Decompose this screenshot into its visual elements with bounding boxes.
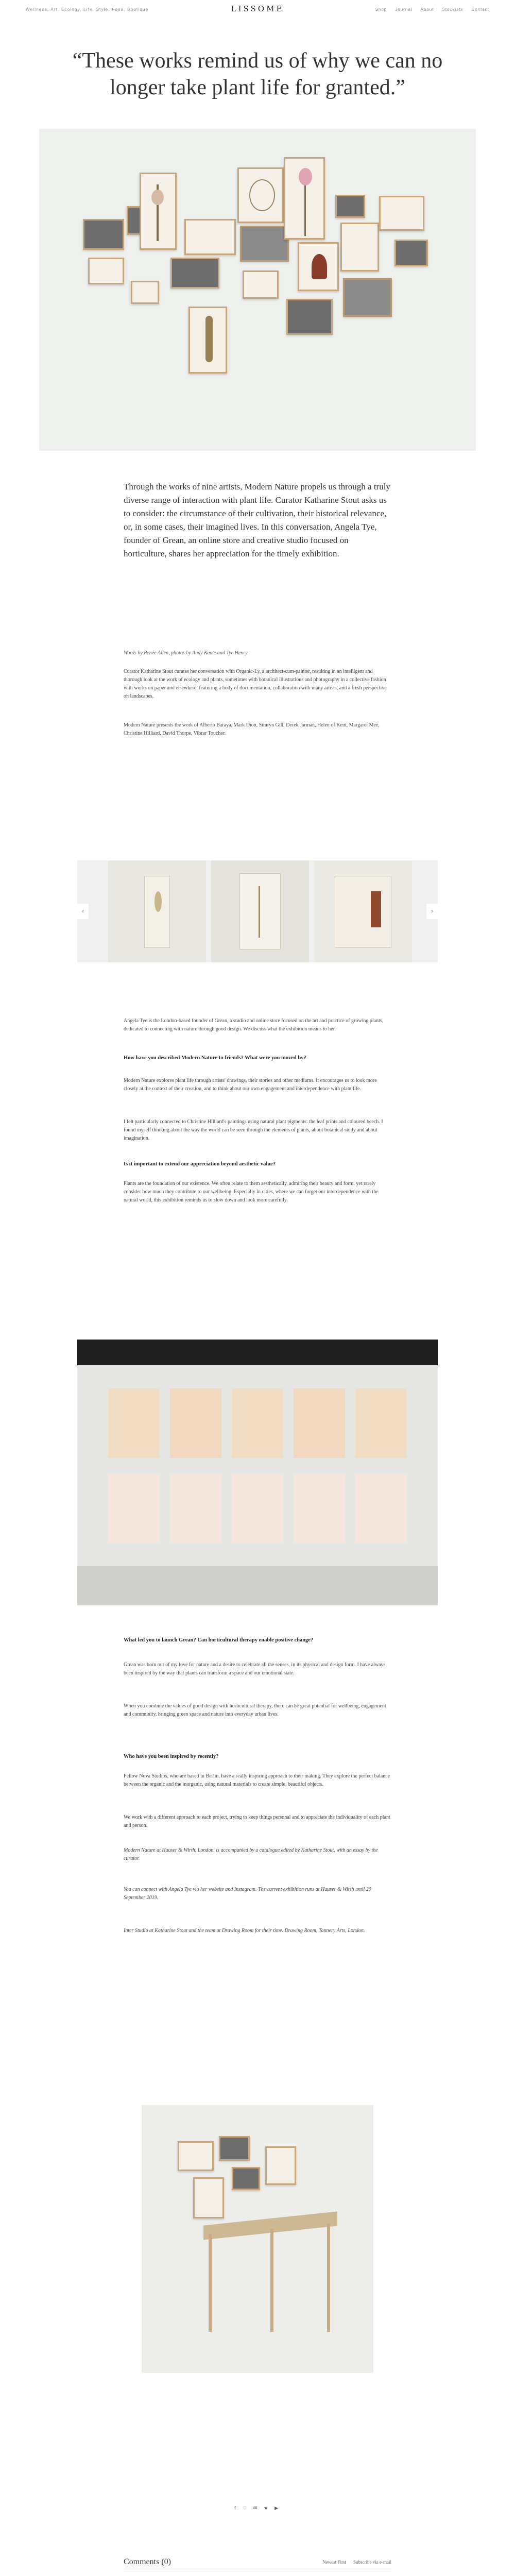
framed-photo <box>394 240 428 266</box>
nav-shop[interactable]: Shop <box>375 7 387 12</box>
intro-paragraph: Curator Katharine Stout curates her conversation with Organic-Ly, a architect-cum-painter, resulting in an intelligent and thorough look at the work of ecology and plants, sometimes with botanical illustrations and photography in a collective fashion with works on paper and elsewhere, featuring a body of documentation, collaboration with many artists, and a fresh perspective on landscapes. <box>124 669 387 699</box>
answer-paragraph: Modern Nature explores plant life through artists' drawings, their stories and other mediums. It encourages us to look more closely at the context of their creation, and to think about our own engagement and interdependence with plant life. <box>124 1078 377 1092</box>
framed-photo <box>83 219 124 250</box>
framed-print <box>184 219 236 255</box>
nav-stockists[interactable]: Stockists <box>442 7 464 12</box>
framed-photo <box>335 195 365 218</box>
framed-photo <box>286 299 333 335</box>
answer-paragraph: Modern Nature at Hauser & Wirth, London, is accompanied by a catalogue edited by Katharine Stout, with an essay by the curator. <box>124 1848 378 1861</box>
hero-image <box>39 129 476 451</box>
framed-print <box>178 2141 214 2171</box>
framed-photo <box>343 278 392 317</box>
framed-print <box>379 196 424 231</box>
answer-paragraph: I felt particularly connected to Christine Hilliard's paintings using natural plant pigments: the leaf prints and coloured beech. I found myself thinking about the way the world can be seen through the elements of plants, about botanical study and about imagination. <box>124 1119 383 1141</box>
framed-botanical <box>284 157 325 240</box>
question-heading: Who have you been inspired by recently? <box>124 1754 219 1759</box>
framed-botanical <box>140 173 177 250</box>
framed-print <box>243 270 279 299</box>
question-heading: What led you to launch Grean? Can horticultural therapy enable positive change? <box>124 1637 314 1643</box>
answer-paragraph: Grean was born out of my love for nature and a desire to celebrate all the senses, in its physical and design form. I have always been inspired by the way that plants can transform a space and our emotional state. <box>124 1662 386 1676</box>
framed-print <box>265 2146 296 2185</box>
gallery-next-button[interactable]: › <box>426 904 438 919</box>
share-icons[interactable]: f ♡ ✉ ★ ▶ <box>234 2506 281 2511</box>
framed-botanical <box>298 242 339 291</box>
framed-botanical <box>188 307 227 374</box>
article-lede: Through the works of nine artists, Modern Nature propels us through a truly diverse range of interaction with plant life. Curator Katharine Stout asks us to consider: the circumstance of their cultivation, their historical relevance, or, in some cases, their imagined lives. In this conversation, Angela Tye, founder of Grean, an online store and creative studio focused on horticulture, shares her appreciation for the timely exhibition. <box>124 482 390 558</box>
comments-title: Comments (0) <box>124 2557 171 2566</box>
answer-paragraph: Inter Studio at Katharine Stout and the team at Drawing Room for their time. Drawing Room, Tannery Arts, London. <box>124 1928 365 1934</box>
gallery-slide <box>314 860 412 962</box>
image-caption: Angela Tye is the London-based founder of Grean, a studio and online store focused on the art and practice of growing plants, dedicated to connecting with nature through good design. We discuss what the exhibition means to her. <box>124 1018 384 1032</box>
question-heading: How have you described Modern Nature to friends? What were you moved by? <box>124 1055 306 1061</box>
framed-print <box>340 223 379 272</box>
brand-logo[interactable]: LISSOME <box>231 4 284 13</box>
gallery-slide <box>108 860 206 962</box>
gallery-prev-button[interactable]: ‹ <box>77 904 89 919</box>
framed-print <box>131 281 159 304</box>
comments-options <box>322 2560 391 2565</box>
answer-paragraph: When you combine the values of good design with horticultural therapy, there can be great potential for wellbeing, engagement and community, bringing green space and nature into everyday urban lives. <box>124 1703 386 1717</box>
article-credit: Words by Renée Allen, photos by Andy Keate and Tye Henry <box>124 650 248 656</box>
category-breadcrumb[interactable]: Wellness, Art, Ecology, Life, Style, Food, Boutique <box>26 7 149 12</box>
top-bar <box>0 0 515 19</box>
gallery-slide <box>211 860 309 962</box>
nav-contact[interactable]: Contact <box>471 7 489 12</box>
article-headline: “These works remind us of why we can no longer take plant life for granted.” <box>72 49 443 99</box>
framed-botanical <box>237 167 284 223</box>
framed-print <box>88 258 124 284</box>
installation-photo-table <box>142 2105 373 2373</box>
framed-photo <box>240 226 289 262</box>
answer-paragraph: You can connect with Angela Tye via her website and Instagram. The current exhibition runs at Hauser & Wirth until 20 September 2019. <box>124 1887 371 1901</box>
image-gallery <box>77 860 438 962</box>
subscribe-email-link[interactable]: Subscribe via e-mail <box>353 2560 391 2565</box>
question-heading: Is it important to extend our appreciation beyond aesthetic value? <box>124 1161 276 1167</box>
framed-photo <box>170 258 219 289</box>
installation-photo <box>77 1340 438 1605</box>
framed-botanical <box>193 2177 224 2218</box>
answer-paragraph: Plants are the foundation of our existence. We often relate to them aesthetically, admiring their beauty and form, yet rarely consider how much they contribute to our wellbeing. Especially in cities, where we can forget our interdependence with the natural world, this exhibition reminds us to slow down and look more carefully. <box>124 1181 379 1203</box>
framed-photo <box>219 2136 250 2161</box>
nav-journal[interactable]: Journal <box>395 7 413 12</box>
answer-paragraph: Fellow Nova Studios, who are based in Berlin, have a really inspiring approach to their making. They explore the perfect balance between the organic and the inorganic, using natural materials to create simple, beautiful objects. <box>124 1773 390 1787</box>
intro-paragraph: Modern Nature presents the work of Alberto Baraya, Mark Dion, Simryn Gill, Derek Jarman, Helen of Kent, Margaret Mee, Christine Hilliard, David Thorpe, Vibrar Toucher. <box>124 722 380 736</box>
sort-newest-link[interactable]: Newest First <box>322 2560 347 2565</box>
framed-photo <box>232 2167 260 2190</box>
nav-about[interactable]: About <box>420 7 434 12</box>
main-nav <box>375 7 489 12</box>
answer-paragraph: We work with a different approach to each project, trying to keep things personal and to appreciate the individuality of each plant and person. <box>124 1815 390 1828</box>
